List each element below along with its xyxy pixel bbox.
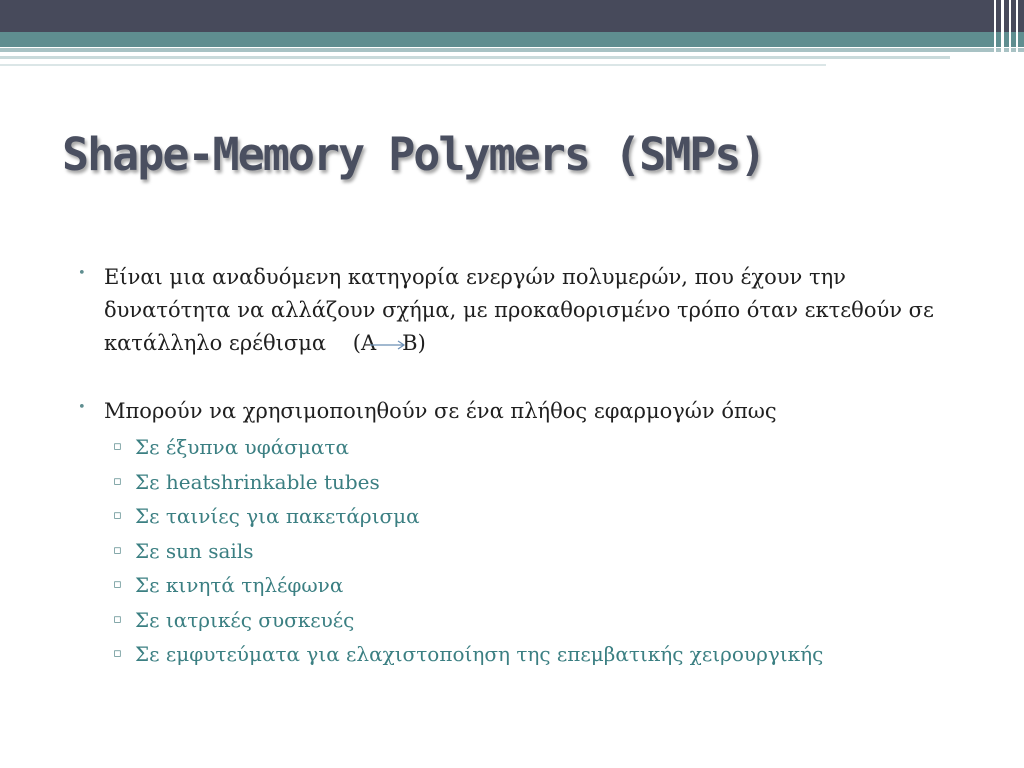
sub-bullet-icon: ▫ [113, 542, 122, 558]
bullet-icon: • [78, 266, 86, 281]
sub-bullet-list [78, 430, 958, 672]
sub-bullet-icon: ▫ [113, 473, 122, 489]
state-to: Β) [402, 331, 426, 355]
sub-bullet-icon: ▫ [113, 508, 122, 523]
bullet-text: Είναι μια αναδυόμενη κατηγορία ενεργών πολυμερών, που έχουν την δυνατότητα να αλλάζουν σχήμα, με προκαθορισμένο τρόπο όταν εκτεθούν σε κατάλληλο ερέθισμα [104, 265, 934, 355]
sub-bullet-item: ▫ Σε έξυπνα υφάσματα [78, 430, 958, 465]
slide-body [78, 261, 958, 672]
header-rule [0, 64, 826, 66]
sub-bullet-item: ▫ Σε εμφυτεύματα για ελαχιστοποίηση της επεμβατικής χειρουργικής [78, 637, 958, 672]
sub-bullet-icon: ▫ [113, 611, 122, 627]
header-stripes [988, 0, 1024, 70]
sub-bullet-icon: ▫ [113, 577, 122, 592]
sub-bullet-icon: ▫ [113, 646, 122, 661]
sub-bullet-item: ▫ Σε heatshrinkable tubes [78, 465, 958, 500]
bullet-text: Μπορούν να χρησιμοποιηθούν σε ένα πλήθος εφαρμογών όπως [104, 399, 777, 423]
bullet-icon: • [78, 400, 86, 415]
slide-title: Shape-Memory Polymers (SMPs) [62, 128, 765, 181]
sub-bullet-item: ▫ Σε κινητά τηλέφωνα [78, 568, 958, 603]
header-bar [0, 0, 1024, 32]
header-rule [0, 56, 950, 59]
sub-bullet-item: ▫ Σε ιατρικές συσκευές [78, 603, 958, 638]
header-accent-band [0, 32, 1024, 47]
bullet-item [78, 395, 958, 428]
sub-bullet-item: ▫ Σε sun sails [78, 534, 958, 569]
bullet-item [78, 261, 958, 360]
state-from: (Α [352, 331, 377, 355]
header-rule [0, 48, 1024, 52]
sub-bullet-item: ▫ Σε ταινίες για πακετάρισμα [78, 499, 958, 534]
sub-bullet-icon: ▫ [113, 439, 122, 454]
